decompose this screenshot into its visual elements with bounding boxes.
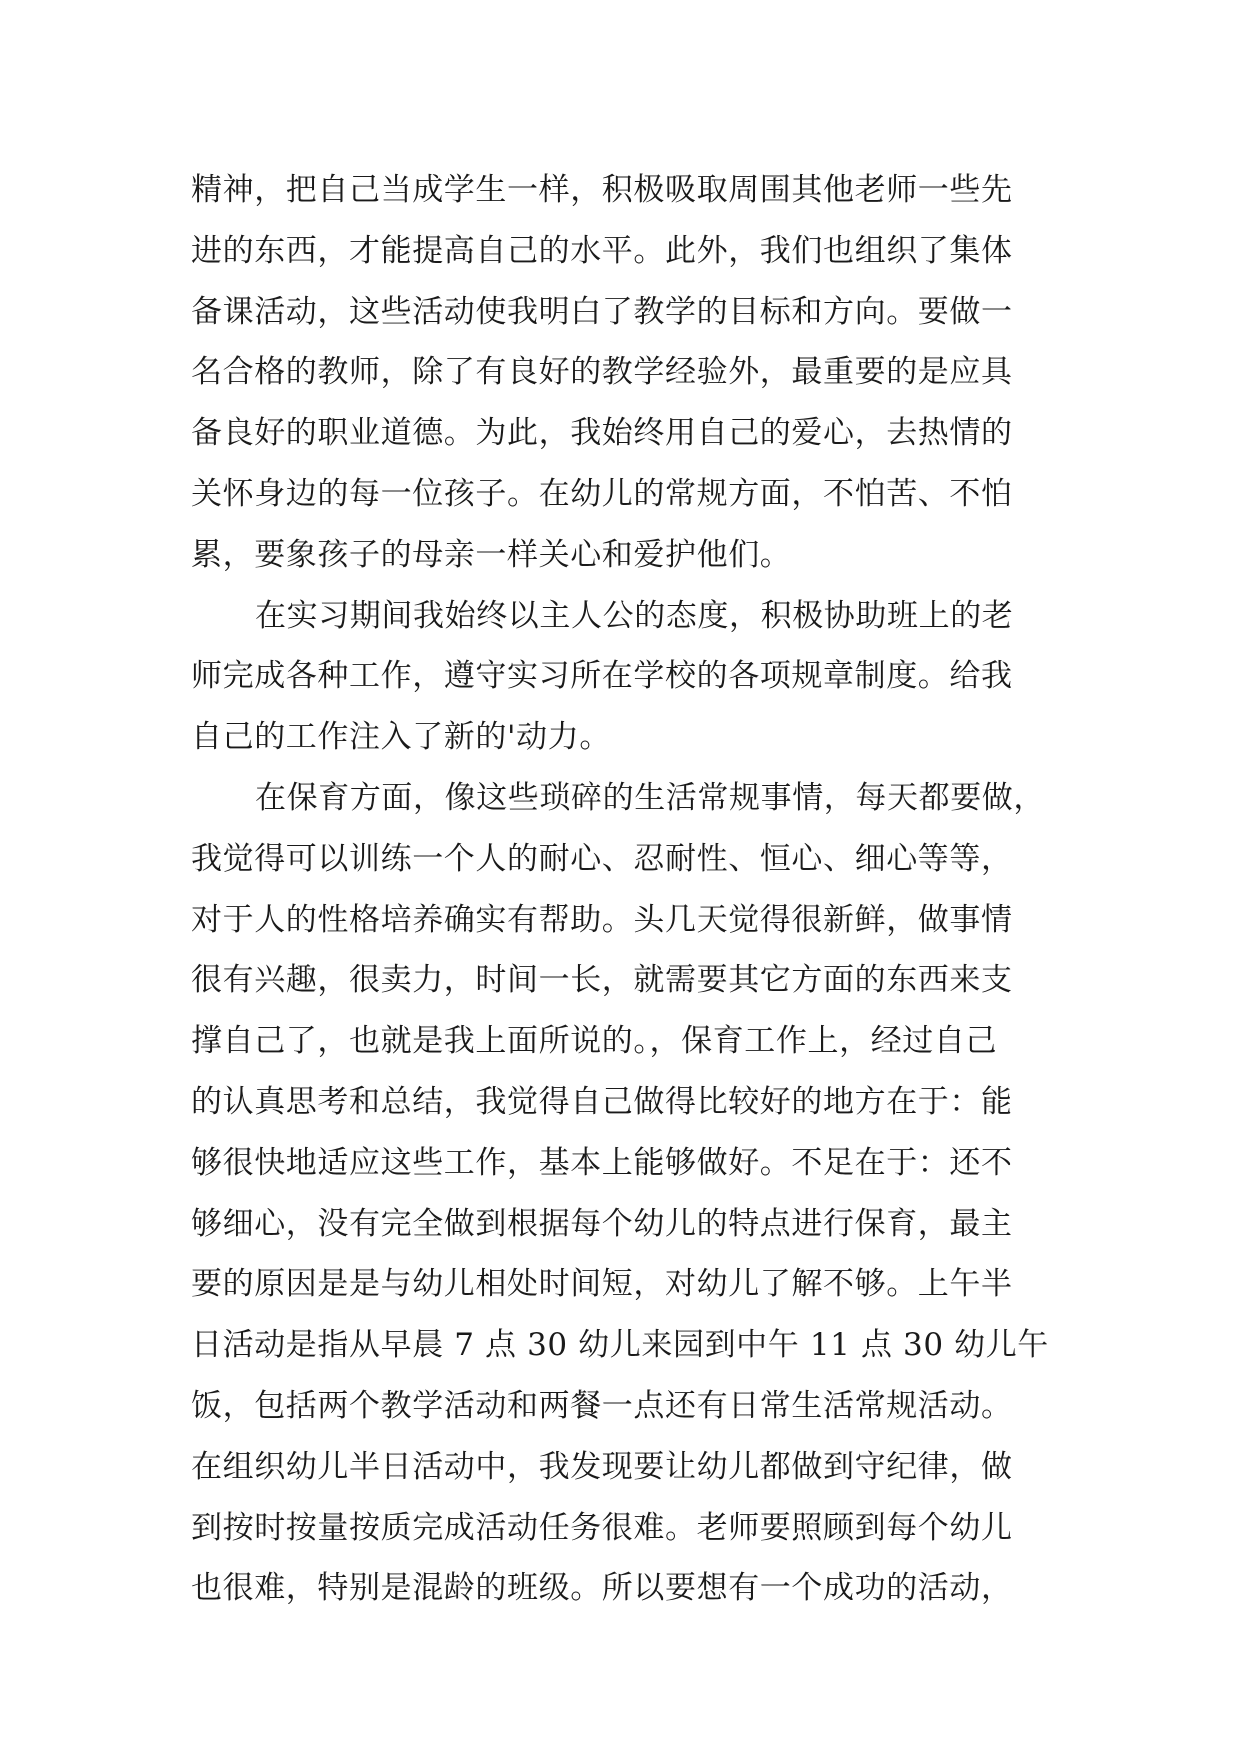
text-line: 到按时按量按质完成活动任务很难。老师要照顾到每个幼儿 xyxy=(191,1509,1013,1546)
text-line: 对于人的性格培养确实有帮助。头几天觉得很新鲜，做事情 xyxy=(191,901,1013,938)
paragraph-first-line: 在实习期间我始终以主人公的态度，积极协助班上的老 xyxy=(255,597,1014,634)
text-line: 我觉得可以训练一个人的耐心、忍耐性、恒心、细心等等， xyxy=(191,840,1013,877)
text-line: 精神，把自己当成学生一样，积极吸取周围其他老师一些先 xyxy=(191,172,1013,208)
text-line: 备课活动，这些活动使我明白了教学的目标和方向。要做一 xyxy=(191,293,1013,330)
text-line: 撑自己了，也就是我上面所说的。，保育工作上，经过自己 xyxy=(191,1023,998,1060)
text-line: 饭，包括两个教学活动和两餐一点还有日常生活常规活动。 xyxy=(191,1387,1013,1424)
text-line: 很有兴趣，很卖力，时间一长，就需要其它方面的东西来支 xyxy=(191,962,1013,999)
text-line: 的认真思考和总结，我觉得自己做得比较好的地方在于：能 xyxy=(191,1083,1013,1120)
paragraph-first-line: 在保育方面，像这些琐碎的生活常规事情，每天都要做， xyxy=(255,779,1045,816)
text-line: 够细心，没有完全做到根据每个幼儿的特点进行保育，最主 xyxy=(191,1205,1013,1242)
text-line: 备良好的职业道德。为此，我始终用自己的爱心，去热情的 xyxy=(191,415,1013,452)
body-text xyxy=(191,160,1071,1619)
text-line: 在组织幼儿半日活动中，我发现要让幼儿都做到守纪律，做 xyxy=(191,1448,1013,1485)
text-line: 名合格的教师，除了有良好的教学经验外，最重要的是应具 xyxy=(191,354,1013,391)
text-line: 自己的工作注入了新的'动力。 xyxy=(191,719,611,756)
text-line: 师完成各种工作，遵守实习所在学校的各项规章制度。给我 xyxy=(191,658,1013,695)
text-line: 也很难，特别是混龄的班级。所以要想有一个成功的活动， xyxy=(191,1570,1013,1607)
text-line: 关怀身边的每一位孩子。在幼儿的常规方面，不怕苦、不怕 xyxy=(191,475,1013,512)
text-line: 日活动是指从早晨 7 点 30 幼儿来园到中午 11 点 30 幼儿午 xyxy=(191,1327,1049,1364)
text-line: 够很快地适应这些工作，基本上能够做好。不足在于：还不 xyxy=(191,1144,1013,1181)
text-line: 累，要象孩子的母亲一样关心和爱护他们。 xyxy=(191,536,792,573)
text-line: 要的原因是是与幼儿相处时间短，对幼儿了解不够。上午半 xyxy=(191,1266,1013,1303)
text-line: 进的东西，才能提高自己的水平。此外，我们也组织了集体 xyxy=(191,232,1013,269)
